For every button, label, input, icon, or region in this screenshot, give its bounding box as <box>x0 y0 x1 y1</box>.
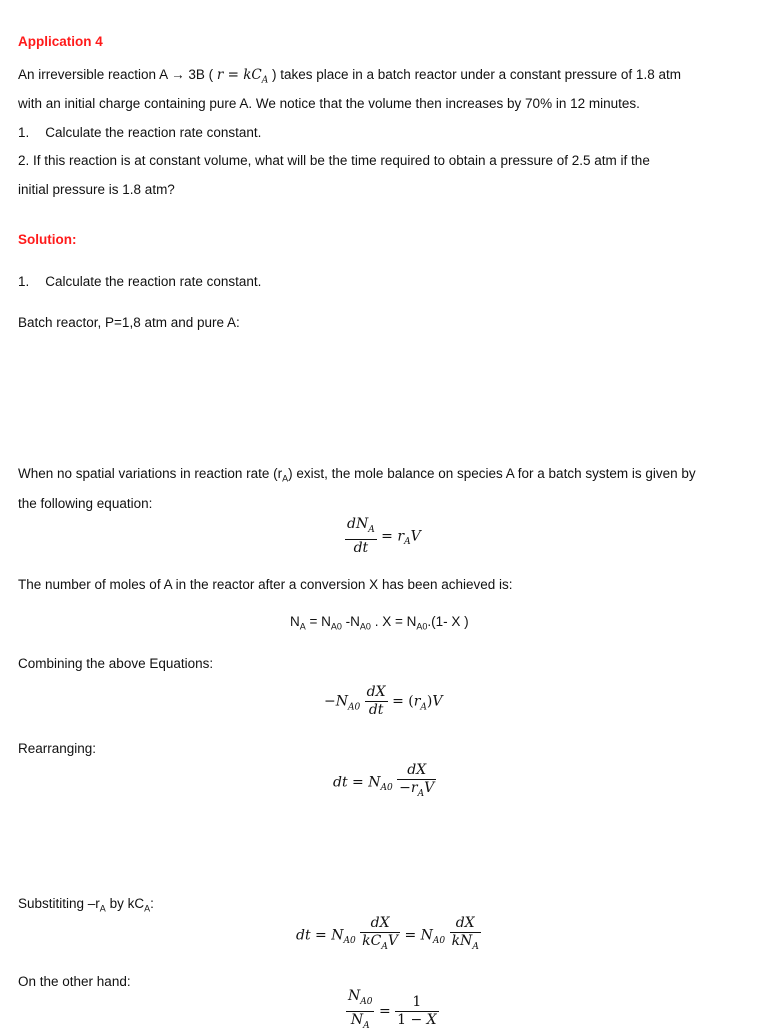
mole-balance-line-2: the following equation: <box>18 496 153 511</box>
solution-heading: Solution: <box>18 232 77 247</box>
question-2-line-1: 2. If this reaction is at constant volume, what will be the time required to obtain a pressure of 2.5 atm if the <box>18 153 650 168</box>
rearranging-text: Rearranging: <box>18 741 97 756</box>
question-1: 1. Calculate the reaction rate constant. <box>18 125 262 140</box>
other-hand-text: On the other hand: <box>18 974 131 989</box>
problem-line-2: with an initial charge containing pure A. We notice that the volume then increases by 70% in 12 minutes. <box>18 96 640 111</box>
ratio-equation: $\frac{N_{A0}}{N_A}$ = $\frac{1}{1 - X}$ <box>348 988 437 1031</box>
rearranged-equation: dt = $N_{A0}$ $\frac{dX}{-r_AV}$ <box>333 762 435 799</box>
problem-line-1: An irreversible reaction A → 3B ( $r = kC_A$ ) takes place in a batch reactor under a constant pressure of 1.8 atm <box>18 67 681 86</box>
application-heading: Application 4 <box>18 34 103 49</box>
mole-balance-equation: $\frac{dN_A}{dt}$ = $r_AV$ <box>347 516 421 556</box>
moles-equation: $N_A = N_{A0}$ $-N_{A0}$ . $X = N_{A0}.(1-$ X ) <box>290 614 469 632</box>
solution-step-1: 1. Calculate the reaction rate constant. <box>18 274 262 289</box>
combining-text: Combining the above Equations: <box>18 656 214 671</box>
combined-equation: $-N_{A0}$ $\frac{dX}{dt}$ = $(r_A)V$ <box>324 684 443 718</box>
substituting-text: Substititing $-r_A$ by $kC_A$: <box>18 896 154 914</box>
batch-reactor-text: Batch reactor, P=1,8 atm and pure A: <box>18 315 240 330</box>
substituted-equation: dt = $N_{A0}$ $\frac{dX}{kC_AV}$ = $N_{A0}$ $\frac{dX}{kN_A}$ <box>296 915 479 952</box>
question-2-line-2: initial pressure is 1.8 atm? <box>18 182 175 197</box>
rate-expression: $r = kC_A$ <box>216 67 269 86</box>
mole-balance-line-1: When no spatial variations in reaction rate $(r_A)$ exist, the mole balance on species A for a batch system is given by <box>18 466 696 484</box>
moles-text: The number of moles of A in the reactor after a conversion X has been achieved is: <box>18 577 513 592</box>
